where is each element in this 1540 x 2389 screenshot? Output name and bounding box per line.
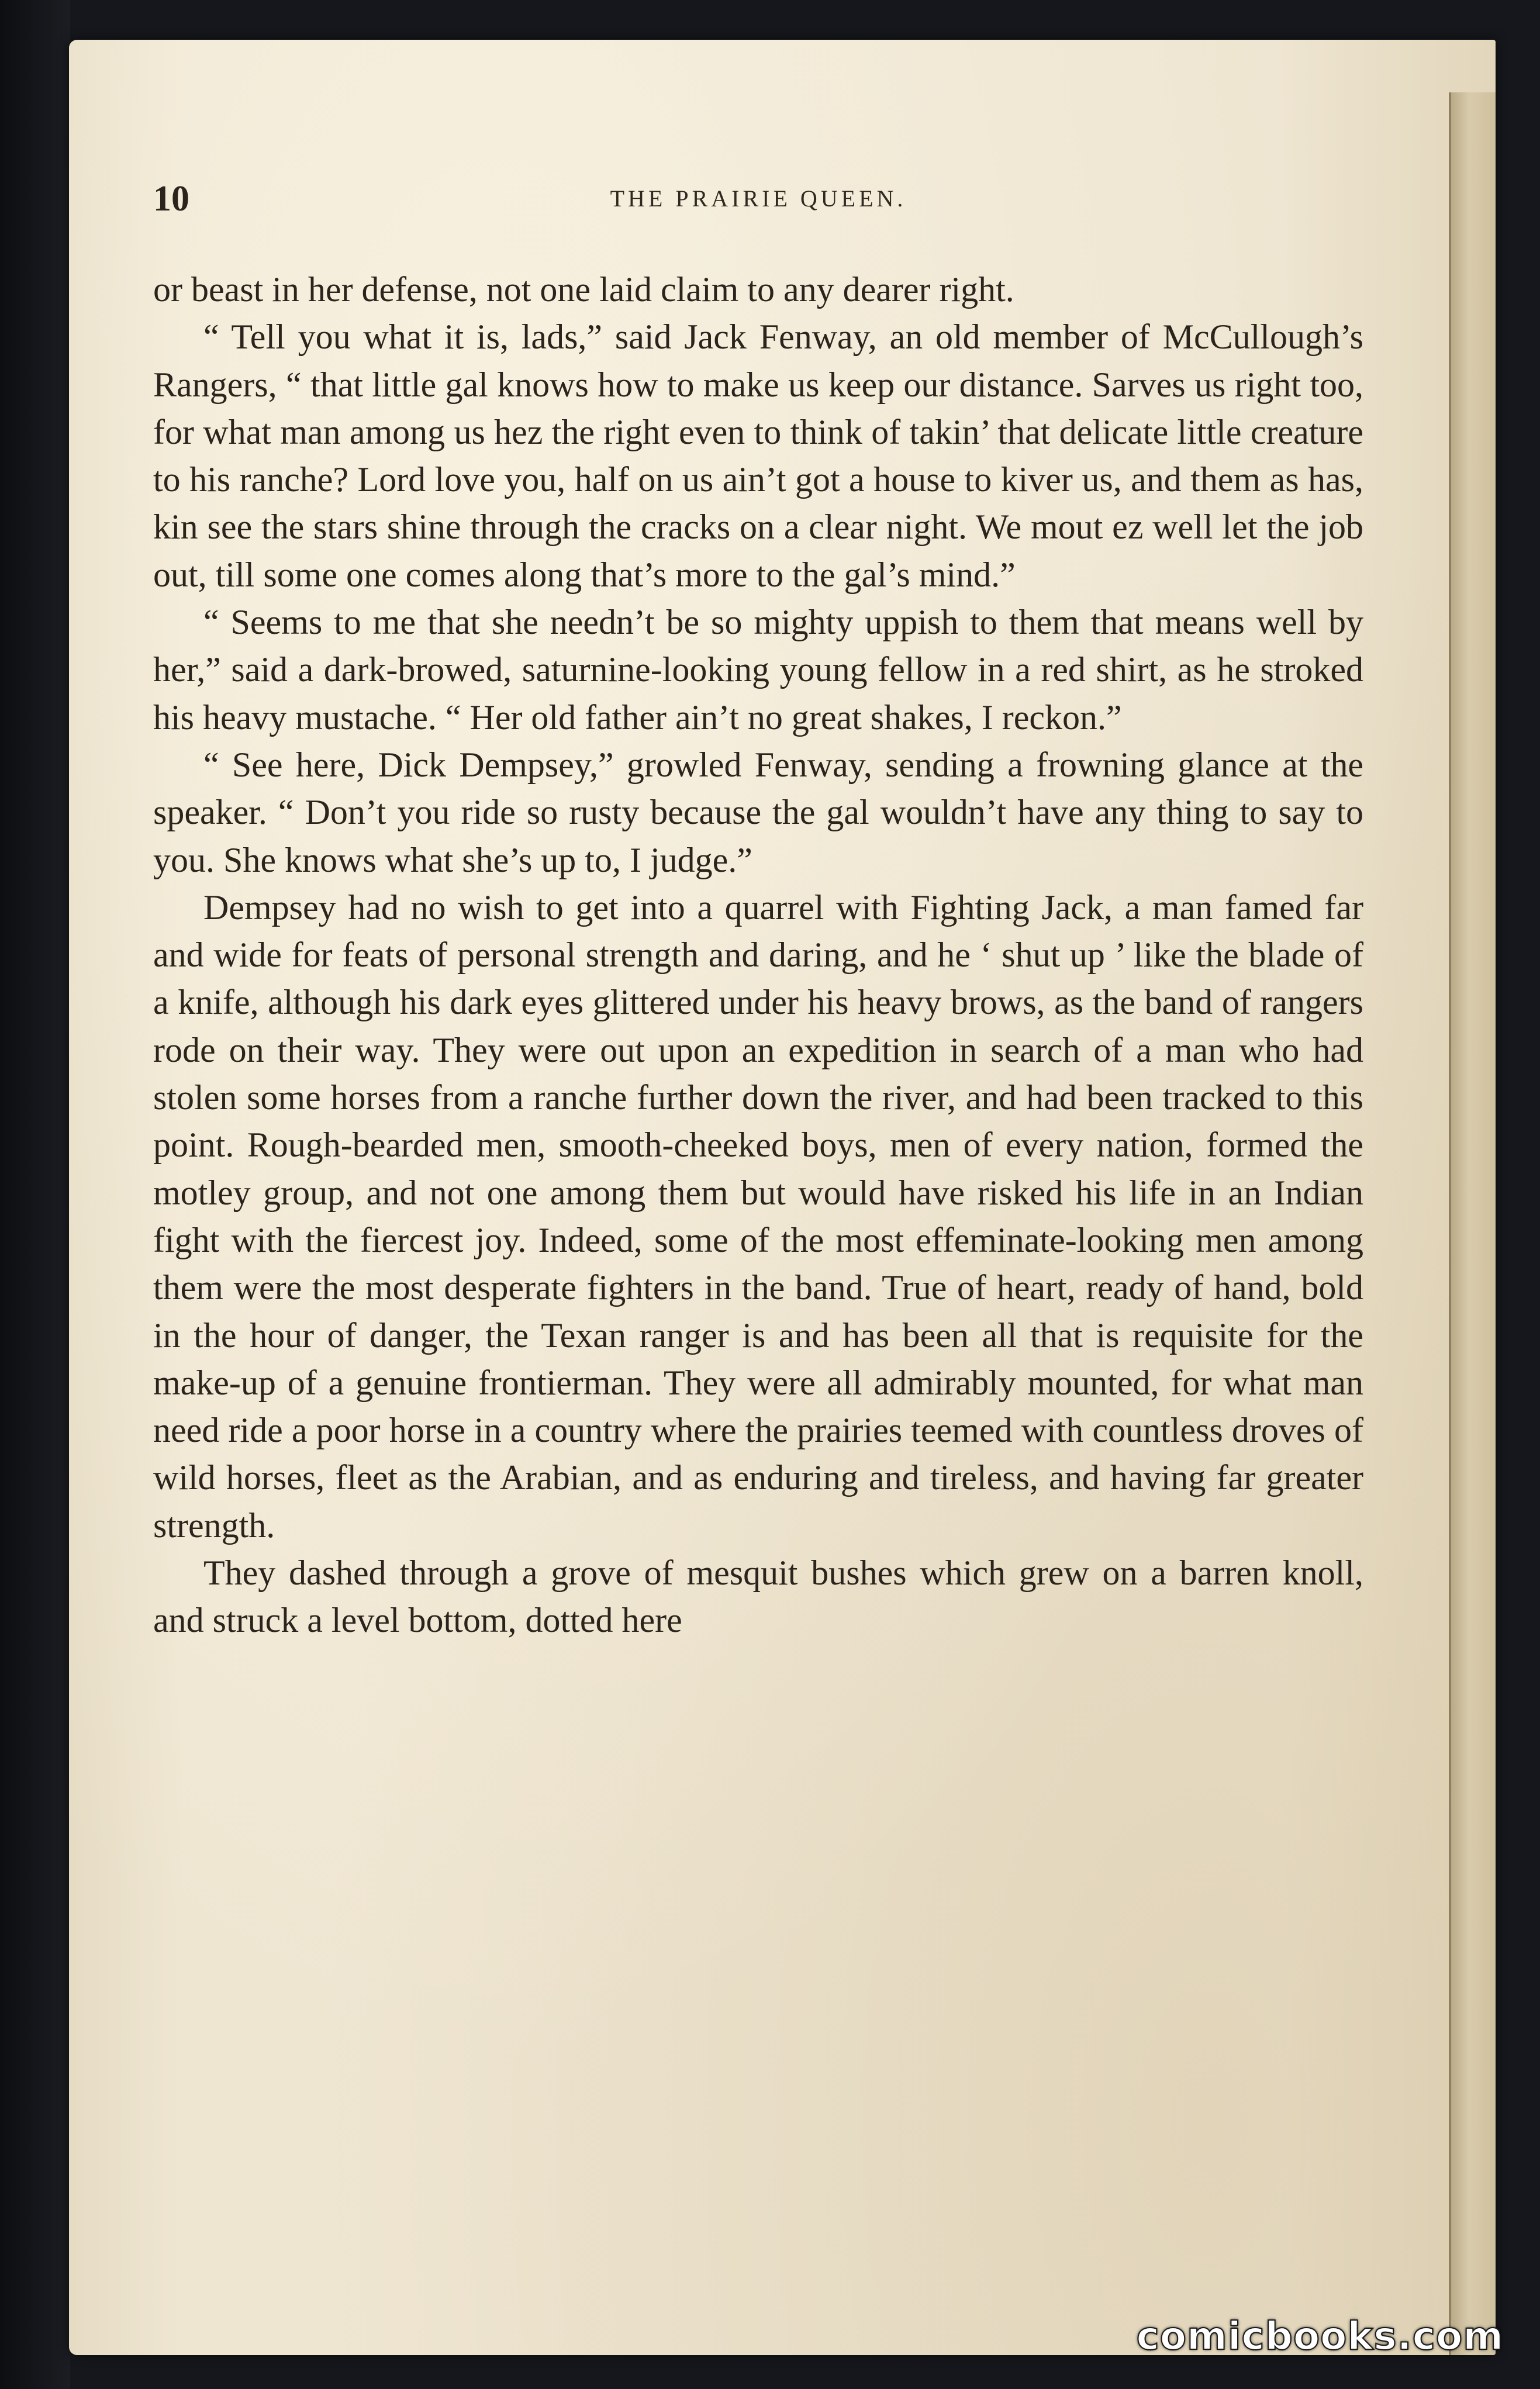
- paragraph: Dempsey had no wish to get into a quarrel with Fighting Jack, a man famed far and wide for feats of personal strength and daring, and he ‘ shut up ’ like the blade of a knife, although his dark eyes glittered under his heavy brows, as the band of rangers rode on their way. They were out upon an expedition in search of a man who had stolen some horses from a ranche further down the river, and had been tracked to this point. Rough-bearded men, smooth-cheeked boys, men of every nation, formed the motley group, and not one among them but would have risked his life in an Indian fight with the fiercest joy. Indeed, some of the most effeminate-looking men among them were the most desperate fighters in the band. True of heart, ready of hand, bold in the hour of danger, the Texan ranger is and has been all that is requisite for the make-up of a genuine frontierman. They were all admirably mounted, for what man need ride a poor horse in a country where the prairies teemed with countless droves of wild horses, fleet as the Arabian, and as enduring and tireless, and having far greater strength.: [153, 888, 1363, 1545]
- watermark-logo: comicbooks.com: [1136, 2314, 1504, 2359]
- running-title: THE PRAIRIE QUEEN.: [610, 185, 907, 212]
- paragraph: “ See here, Dick Dempsey,” growled Fenway, sending a frowning glance at the speaker. “ Don’t you ride so rusty because the gal wouldn’t have any thing to say to you. She knows what she’s up to, I judge.”: [153, 745, 1363, 879]
- paragraph-continuation: or beast in her defense, not one laid claim to any dearer right.: [153, 270, 1014, 309]
- book-spine-shadow: [0, 0, 70, 2389]
- paragraph: They dashed through a grove of mesquit bushes which grew on a barren knoll, and struck a level bottom, dotted here: [153, 1553, 1363, 1640]
- page-header: [153, 175, 1363, 222]
- next-page-edge: [1449, 92, 1496, 2355]
- body-text: [153, 266, 1363, 1645]
- page-number: 10: [153, 179, 189, 219]
- paragraph: “ Tell you what it is, lads,” said Jack Fenway, an old member of McCullough’s Rangers, “ that little gal knows how to make us keep our distance. Sarves us right too, for what man among us hez the right even to think of takin’ that delicate little creature to his ranche? Lord love you, half on us ain’t got a house to kiver us, and them as has, kin see the stars shine through the cracks on a clear night. We mout ez well let the job out, till some one comes along that’s more to the gal’s mind.”: [153, 317, 1363, 594]
- paragraph: “ Seems to me that she needn’t be so mighty uppish to them that means well by her,” said a dark-browed, saturnine-looking young fellow in a red shirt, as he stroked his heavy mustache. “ Her old father ain’t no great shakes, I reckon.”: [153, 603, 1363, 737]
